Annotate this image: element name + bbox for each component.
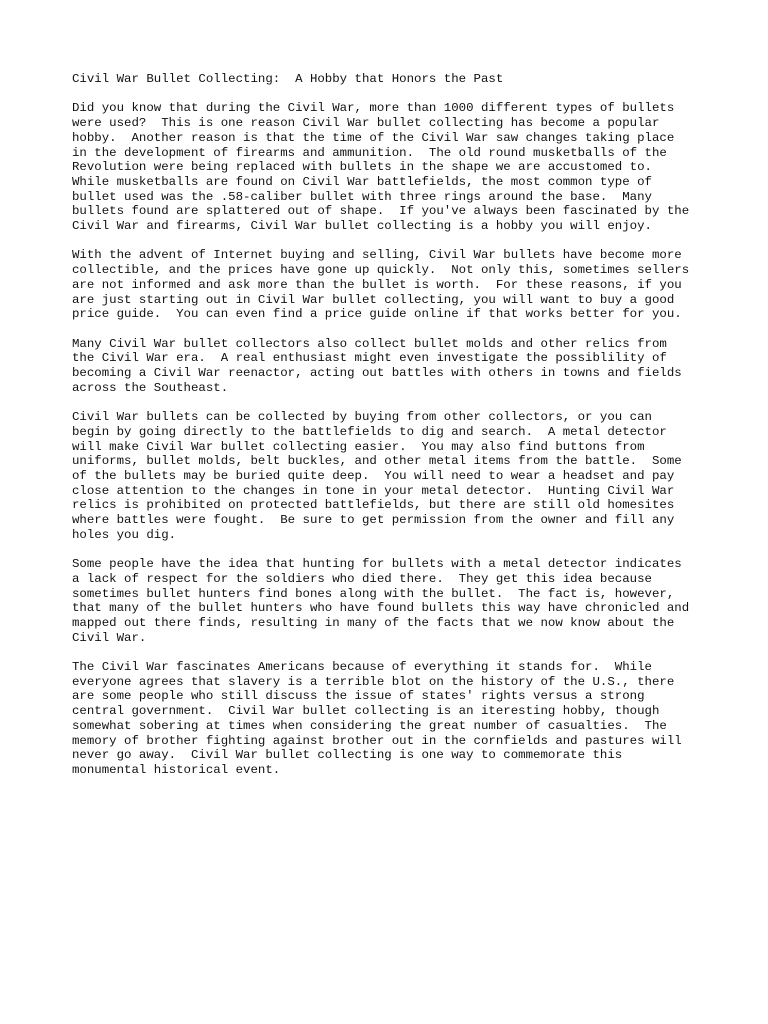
text-line: close attention to the changes in tone in your metal detector. Hunting Civil War <box>72 483 675 498</box>
text-line: Some people have the idea that hunting for bullets with a metal detector indicates <box>72 557 682 572</box>
text-line: begin by going directly to the battlefields to dig and search. A metal detector <box>72 424 667 439</box>
text-line: Civil War and firearms, Civil War bullet collecting is a hobby you will enjoy. <box>72 219 652 234</box>
text-line: uniforms, bullet molds, belt buckles, and other metal items from the battle. Some <box>72 454 682 469</box>
text-line: a lack of respect for the soldiers who died there. They get this idea because <box>72 571 652 586</box>
text-line: becoming a Civil War reenactor, acting out battles with others in towns and fields <box>72 366 682 381</box>
text-line: collectible, and the prices have gone up quickly. Not only this, sometimes sellers <box>72 263 690 278</box>
text-line: hobby. Another reason is that the time of the Civil War saw changes taking place <box>72 130 675 145</box>
text-line: Revolution were being replaced with bullets in the shape we are accustomed to. <box>72 160 652 175</box>
text-line: everyone agrees that slavery is a terrible blot on the history of the U.S., there <box>72 674 675 689</box>
paragraph <box>72 248 712 322</box>
text-line: While musketballs are found on Civil War battlefields, the most common type of <box>72 174 652 189</box>
text-line: price guide. You can even find a price guide online if that works better for you. <box>72 307 682 322</box>
text-line: bullet used was the .58-caliber bullet with three rings around the base. Many <box>72 189 652 204</box>
text-line: With the advent of Internet buying and selling, Civil War bullets have become more <box>72 248 682 263</box>
document-title: Civil War Bullet Collecting: A Hobby that Honors the Past <box>72 72 504 86</box>
paragraph <box>72 410 712 542</box>
text-line: across the Southeast. <box>72 380 229 395</box>
document-body <box>72 101 712 777</box>
text-line: where battles were fought. Be sure to get permission from the owner and fill any <box>72 513 675 528</box>
text-line: sometimes bullet hunters find bones along with the bullet. The fact is, however, <box>72 586 675 601</box>
text-line: somewhat sobering at times when considering the great number of casualties. The <box>72 718 667 733</box>
text-line: Civil War. <box>72 630 147 645</box>
text-line: relics is prohibited on protected battlefields, but there are still old homesites <box>72 498 675 513</box>
text-line: are just starting out in Civil War bullet collecting, you will want to buy a good <box>72 292 675 307</box>
paragraph <box>72 101 712 233</box>
paragraph <box>72 337 712 396</box>
text-line: Civil War bullets can be collected by buying from other collectors, or you can <box>72 410 652 425</box>
text-line: are not informed and ask more than the bullet is worth. For these reasons, if you <box>72 277 682 292</box>
text-line: The Civil War fascinates Americans because of everything it stands for. While <box>72 660 652 675</box>
text-line: in the development of firearms and ammunition. The old round musketballs of the <box>72 145 667 160</box>
paragraph <box>72 660 712 778</box>
text-line: Did you know that during the Civil War, more than 1000 different types of bullets <box>72 101 675 116</box>
text-line: memory of brother fighting against brother out in the cornfields and pastures will <box>72 733 682 748</box>
text-line: bullets found are splattered out of shape. If you've always been fascinated by the <box>72 204 690 219</box>
text-line: holes you dig. <box>72 527 177 542</box>
text-line: are some people who still discuss the issue of states' rights versus a strong <box>72 689 645 704</box>
text-line: central government. Civil War bullet collecting is an iteresting hobby, though <box>72 704 660 719</box>
text-line: will make Civil War bullet collecting easier. You may also find buttons from <box>72 439 645 454</box>
document-page <box>72 72 712 792</box>
text-line: Many Civil War bullet collectors also collect bullet molds and other relics from <box>72 336 667 351</box>
text-line: the Civil War era. A real enthusiast might even investigate the possiblility of <box>72 351 667 366</box>
text-line: were used? This is one reason Civil War bullet collecting has become a popular <box>72 116 660 131</box>
paragraph <box>72 557 712 645</box>
text-line: that many of the bullet hunters who have found bullets this way have chronicled and <box>72 601 690 616</box>
text-line: monumental historical event. <box>72 762 281 777</box>
text-line: never go away. Civil War bullet collecting is one way to commemorate this <box>72 748 623 763</box>
text-line: of the bullets may be buried quite deep. You will need to wear a headset and pay <box>72 468 675 483</box>
text-line: mapped out there finds, resulting in many of the facts that we now know about the <box>72 615 675 630</box>
